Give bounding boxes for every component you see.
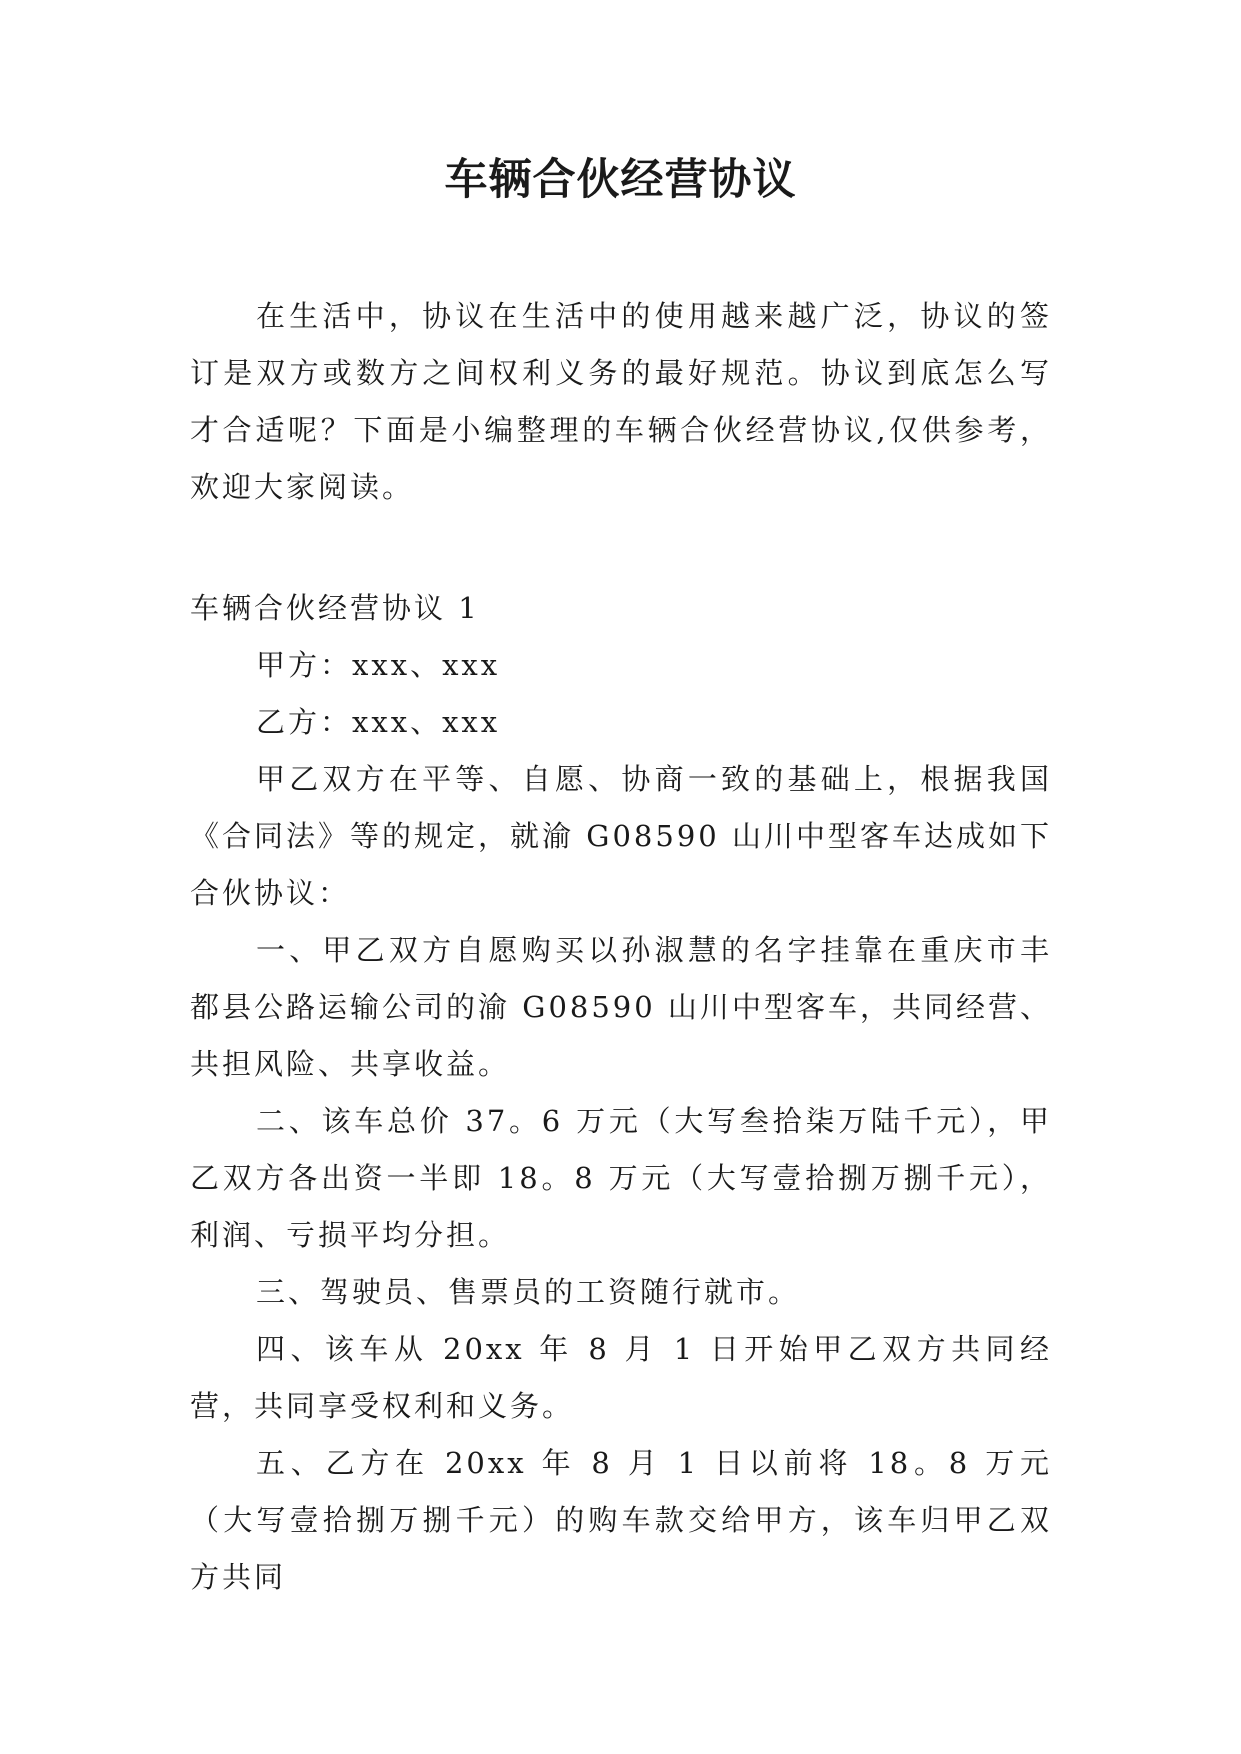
- clause-5: 五、乙方在 20xx 年 8 月 1 日以前将 18。8 万元（大写壹拾捌万捌千元）的购车款交给甲方，该车归甲乙双方共同: [190, 1446, 1052, 1594]
- clause-2: 二、该车总价 37。6 万元（大写叁拾柒万陆千元），甲乙双方各出资一半即 18。8 万元（大写壹拾捌万捌千元），利润、亏损平均分担。: [190, 1104, 1052, 1252]
- party-b-line: 乙方：xxx、xxx: [256, 705, 501, 739]
- clause-3: 三、驾驶员、售票员的工资随行就市。: [256, 1275, 801, 1309]
- preamble-paragraph: 甲乙双方在平等、自愿、协商一致的基础上，根据我国《合同法》等的规定，就渝 G08590 山川中型客车达成如下合伙协议：: [190, 762, 1052, 910]
- document-title: 车辆合伙经营协议: [444, 155, 797, 205]
- agreement-section: [190, 580, 1052, 1606]
- clause-1: 一、甲乙双方自愿购买以孙淑慧的名字挂靠在重庆市丰都县公路运输公司的渝 G08590 山川中型客车，共同经营、共担风险、共享收益。: [190, 933, 1052, 1081]
- clause-4: 四、该车从 20xx 年 8 月 1 日开始甲乙双方共同经营，共同享受权利和义务。: [190, 1332, 1052, 1423]
- party-a-line: 甲方：xxx、xxx: [256, 648, 501, 682]
- section-heading: 车辆合伙经营协议 1: [190, 591, 480, 625]
- intro-paragraph: 在生活中，协议在生活中的使用越来越广泛，协议的签订是双方或数方之间权利义务的最好规范。协议到底怎么写才合适呢？下面是小编整理的车辆合伙经营协议,仅供参考，欢迎大家阅读。: [190, 299, 1052, 504]
